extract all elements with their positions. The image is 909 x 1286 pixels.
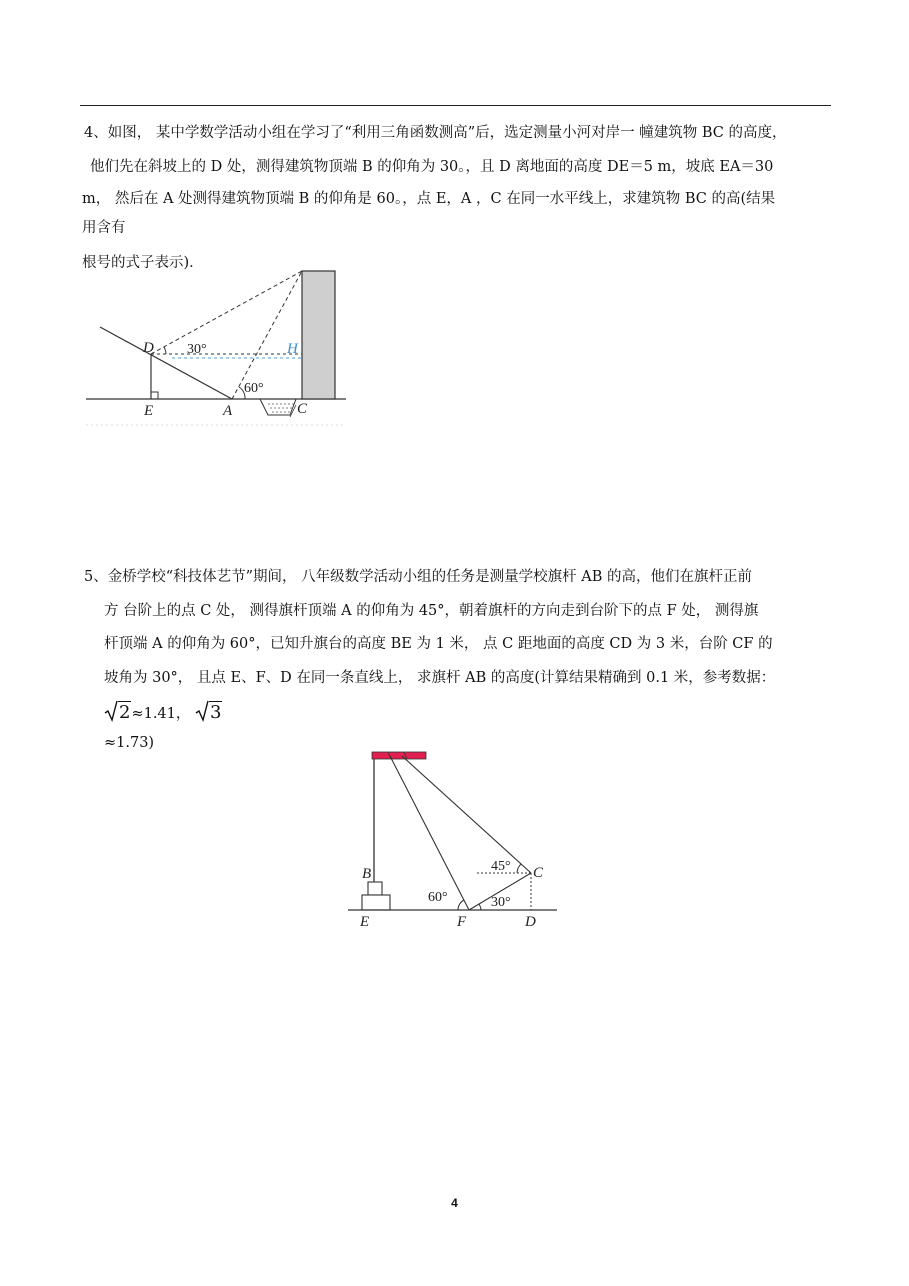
platform-top xyxy=(368,882,382,895)
right-angle-mark xyxy=(151,392,158,399)
angle-arc-f-right xyxy=(479,904,481,910)
problem5-figure xyxy=(345,748,565,933)
problem4-line2: 他们先在斜坡上的 D 处，测得建筑物顶端 B 的仰角为 30。，且 D 离地面的高度 DE＝5 m，坡底 EA＝30 xyxy=(90,159,774,175)
flag xyxy=(372,752,426,759)
label-h: H xyxy=(287,341,298,357)
label-c: C xyxy=(533,865,544,881)
sight-line-c xyxy=(402,756,531,873)
problem5-line3: 杆顶端 A 的仰角为 60°，已知升旗台的高度 BE 为 1 米， 点 C 距地面的高度 CD 为 3 米，台阶 CF 的 xyxy=(104,636,773,652)
sqrt3-radicand: 3 xyxy=(210,702,222,723)
platform-base xyxy=(362,895,390,910)
sqrt-sign-icon xyxy=(104,700,118,722)
problem5-line5 xyxy=(104,700,222,724)
problem4-line3: m， 然后在 A 处测得建筑物顶端 B 的仰角是 60。，点 E，A ，C 在同一水平线上，求建筑物 BC 的高(结果 xyxy=(82,191,776,207)
building xyxy=(302,271,335,399)
angle-label-30: 30° xyxy=(187,342,207,357)
problem4-line5: 根号的式子表示)． xyxy=(82,255,204,271)
approx-1: ≈1.41， xyxy=(131,706,191,722)
problem4-line4: 用含有 xyxy=(82,220,126,236)
river-bank xyxy=(260,399,296,415)
angle-label-45: 45° xyxy=(491,859,511,874)
angle-arc-c xyxy=(517,864,521,873)
label-a: A xyxy=(223,403,233,419)
sqrt-sign-icon xyxy=(195,700,209,722)
label-b: B xyxy=(362,866,372,882)
angle-label-30: 30° xyxy=(491,895,511,910)
problem5-line2: 方 台阶上的点 C 处， 测得旗杆顶端 A 的仰角为 45°，朝着旗杆的方向走到台阶下的点 F 处， 测得旗 xyxy=(104,603,759,619)
problem4-figure xyxy=(84,265,352,430)
problem4-line1: 4、如图， 某中学数学活动小组在学习了“利用三角函数测高”后，选定测量小河对岸一 幢建筑物 BC 的高度， xyxy=(84,125,787,141)
angle-label-60: 60° xyxy=(428,890,448,905)
label-e: E xyxy=(360,914,370,930)
angle-arc-d xyxy=(164,347,166,354)
problem5-line4: 坡角为 30°， 且点 E、F、D 在同一条直线上， 求旗杆 AB 的高度(计算结果精确到 0.1 米，参考数据： xyxy=(104,670,776,686)
problem5-line1: 5、金桥学校“科技体艺节”期间， 八年级数学活动小组的任务是测量学校旗杆 AB 的高，他们在旗杆正前 xyxy=(84,569,753,585)
sqrt2-radicand: 2 xyxy=(119,702,131,723)
angle-label-60: 60° xyxy=(244,381,264,396)
label-d: D xyxy=(143,340,154,356)
header-rule xyxy=(80,105,831,106)
sight-line-a xyxy=(232,271,302,399)
slope-line xyxy=(100,327,232,399)
label-c: C xyxy=(297,401,308,417)
label-e: E xyxy=(144,403,154,419)
label-f: F xyxy=(457,914,467,930)
problem5-line6: ≈1.73) xyxy=(104,735,155,751)
label-d: D xyxy=(525,914,536,930)
page-number: 4 xyxy=(451,1196,458,1210)
sight-line-f xyxy=(390,756,469,910)
angle-arc-f-left xyxy=(458,900,464,910)
